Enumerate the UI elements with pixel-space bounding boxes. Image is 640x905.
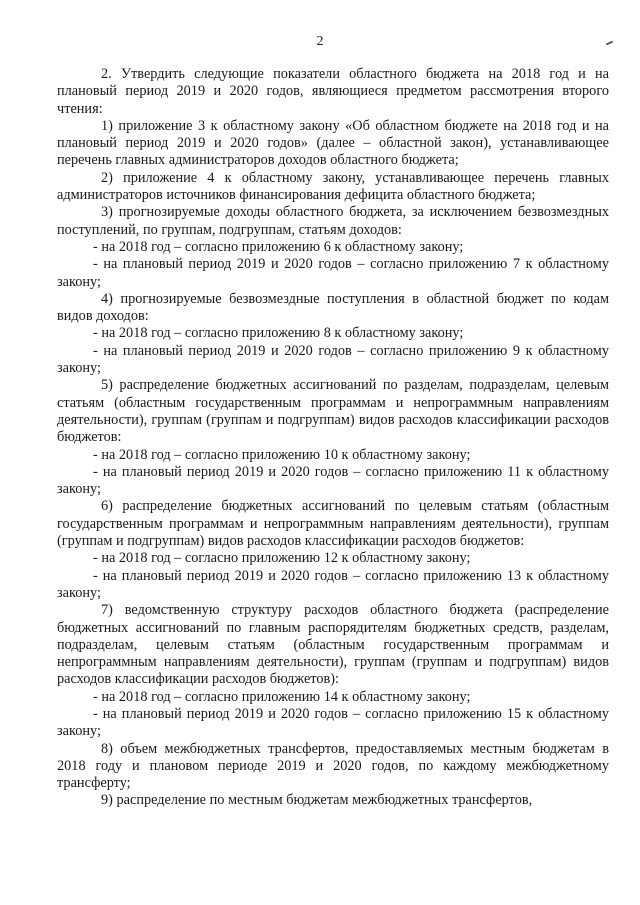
paragraph: 2. Утвердить следующие показатели областного бюджета на 2018 год и на плановый период 2019 и 2020 годов, являющиеся предметом рассмотрения второго чтения:: [57, 66, 609, 117]
paragraph: 8) объем межбюджетных трансфертов, предоставляемых местным бюджетам в 2018 году и плановом периоде 2019 и 2020 годов, по каждому межбюджетному трансферту;: [57, 740, 609, 792]
paragraph: 4) прогнозируемые безвозмездные поступления в областной бюджет по кодам видов доходов:: [57, 290, 609, 325]
list-subitem: - на плановый период 2019 и 2020 годов – согласно приложению 9 к областному закону;: [57, 342, 609, 377]
paragraph: 5) распределение бюджетных ассигнований по разделам, подразделам, целевым статьям (областным государственным программам и непрограммным направлениям деятельности), группам (группам и подгруппам) видов расходов классификации расходов бюджетов:: [57, 377, 609, 446]
list-subitem: - на плановый период 2019 и 2020 годов – согласно приложению 13 к областному закону;: [57, 567, 609, 601]
paragraph: 2) приложение 4 к областному закону, устанавливающее перечень главных администраторов источников финансирования дефицита областного бюджета;: [57, 169, 609, 204]
paragraph: 7) ведомственную структуру расходов областного бюджета (распределение бюджетных ассигнований по главным распорядителям бюджетных средств, разделам, подразделам, целевым статьям (областным государственным программам и непрограммным направлениям деятельности), группам (группам и подгруппам) видов расходов классификации расходов бюджетов):: [57, 602, 609, 688]
page-number: 2: [316, 34, 324, 49]
paragraph: 1) приложение 3 к областному закону «Об областном бюджете на 2018 год и на плановый период 2019 и 2020 годов» (далее – областной закон), устанавливающее перечень главных администраторов доходов областного бюджета;: [57, 117, 609, 169]
list-subitem: - на 2018 год – согласно приложению 8 к областному закону;: [93, 325, 464, 342]
paragraph: 6) распределение бюджетных ассигнований по целевым статьям (областным государственным программам и непрограммным направлениям деятельности), группам (группам и подгруппам) видов расходов классификации расходов бюджетов:: [57, 498, 609, 550]
list-subitem: - на плановый период 2019 и 2020 годов – согласно приложению 7 к областному закону;: [57, 256, 609, 290]
paragraph: 9) распределение по местным бюджетам межбюджетных трансфертов,: [101, 792, 533, 809]
list-subitem: - на 2018 год – согласно приложению 14 к областному закону;: [93, 688, 471, 705]
list-subitem: - на 2018 год – согласно приложению 12 к областному закону;: [93, 550, 471, 567]
document-body: [57, 66, 609, 810]
list-subitem: - на 2018 год – согласно приложению 6 к областному закону;: [93, 238, 464, 255]
paragraph: 3) прогнозируемые доходы областного бюджета, за исключением безвозмездных поступлений, по группам, подгруппам, статьям доходов:: [57, 204, 609, 238]
list-subitem: - на плановый период 2019 и 2020 годов – согласно приложению 11 к областному закону;: [57, 463, 609, 498]
list-subitem: - на плановый период 2019 и 2020 годов – согласно приложению 15 к областному закону;: [57, 705, 609, 740]
list-subitem: - на 2018 год – согласно приложению 10 к областному закону;: [93, 446, 471, 463]
